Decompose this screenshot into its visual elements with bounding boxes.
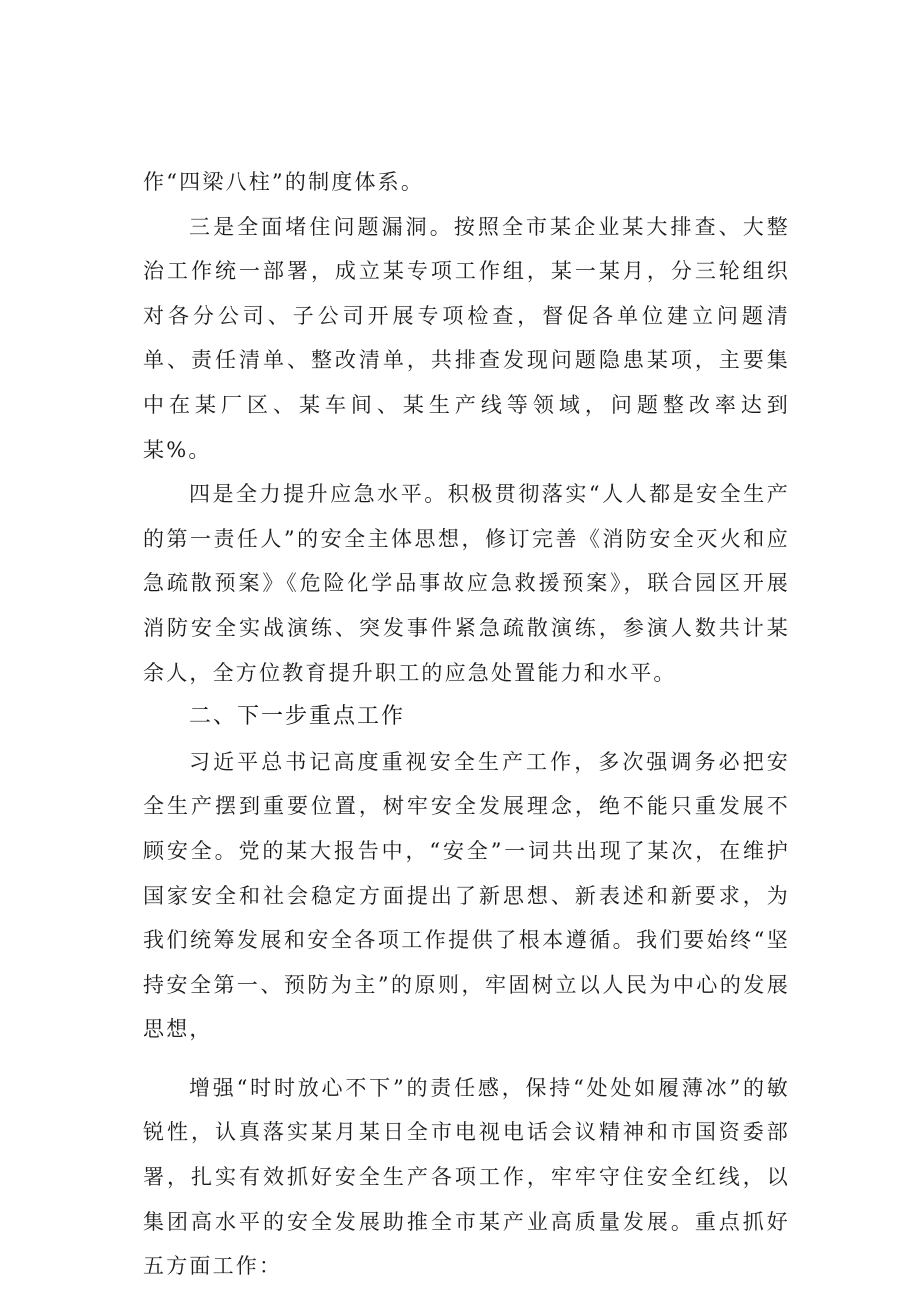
section-heading: 二、下一步重点工作 — [189, 704, 406, 730]
paragraph-continuation: 作“四梁八柱”的制度体系。 — [143, 170, 425, 194]
paragraph-point-three: 三是全面堵住问题漏洞。按照全市某企业某大排查、大整治工作统一部署，成立某专项工作组，某一某月，分三轮组织对各分公司、子公司开展专项检查，督促各单位建立问题清单、责任清单、整改清单，共排查发现问题隐患某项，主要集中在某厂区、某车间、某生产线等领域，问题整改率达到某%。 — [143, 214, 790, 462]
paragraph-point-four: 四是全力提升应急水平。积极贯彻落实“人人都是安全生产的第一责任人”的安全主体思想，修订完善《消防安全灭火和应急疏散预案》《危险化学品事故应急救援预案》，联合园区开展消防安全实战演练、突发事件紧急疏散演练，参演人数共计某余人，全方位教育提升职工的应急处置能力和水平。 — [143, 482, 790, 685]
paragraph-next-steps-intro: 习近平总书记高度重视安全生产工作，多次强调务必把安全生产摆到重要位置，树牢安全发展理念，绝不能只重发展不顾安全。党的某大报告中，“安全”一词共出现了某次，在维护国家安全和社会稳定方面提出了新思想、新表述和新要求，为我们统筹发展和安全各项工作提供了根本遵循。我们要始终“坚持安全第一、预防为主”的原则，牢固树立以人民为中心的发展思想， — [143, 749, 790, 1042]
document-body — [143, 160, 790, 1289]
paragraph-next-steps-focus: 增强“时时放心不下”的责任感，保持“处处如履薄冰”的敏锐性，认真落实某月某日全市电视电话会议精神和市国资委部署，扎实有效抓好安全生产各项工作，牢牢守住安全红线，以集团高水平的安全发展助推全市某产业高质量发展。重点抓好五方面工作： — [143, 1075, 790, 1279]
